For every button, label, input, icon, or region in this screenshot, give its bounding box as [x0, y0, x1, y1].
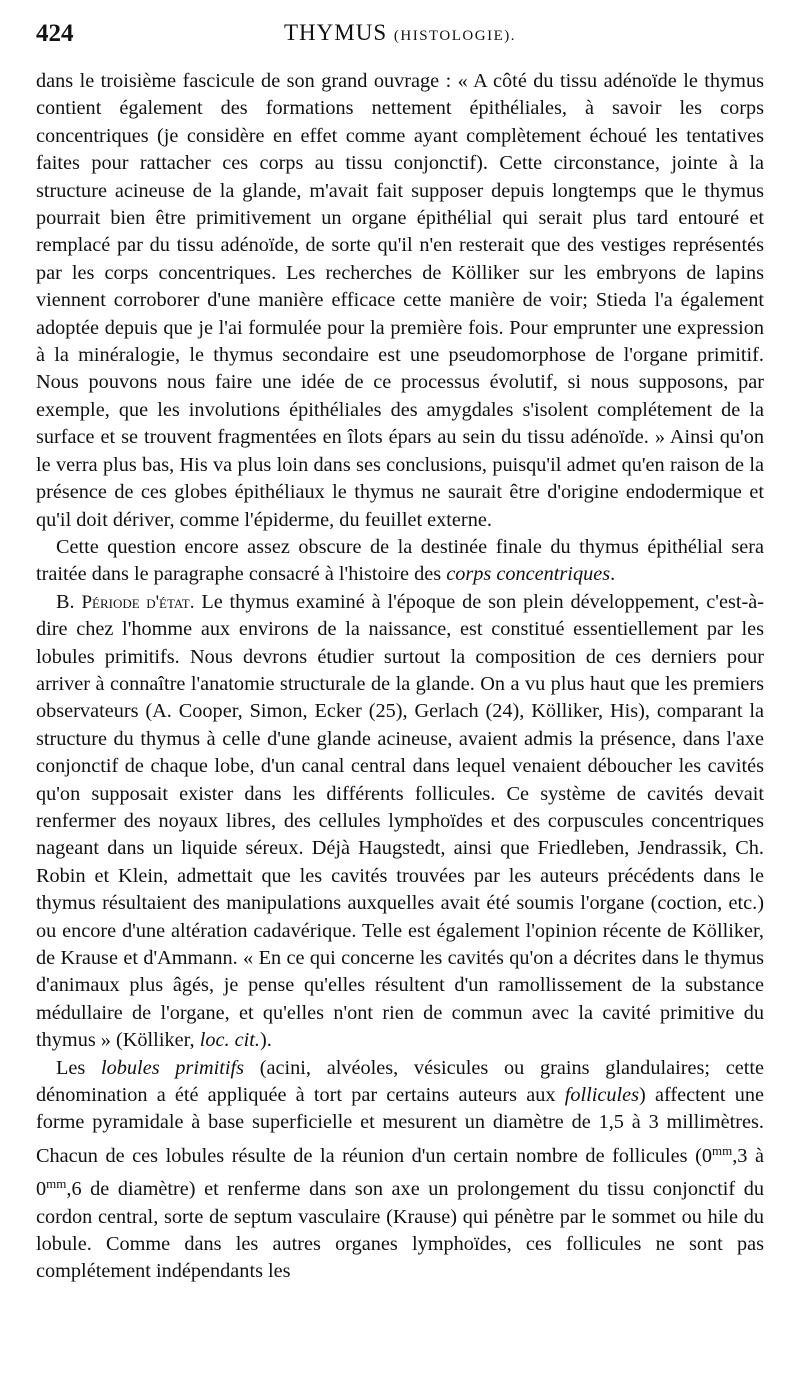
- paragraph-1: dans le troisième fascicule de son grand ouvrage : « A côté du tissu adénoïde le thymus contient également des formations nettement épithéliales, à savoir les corps concentriques (je considère en effet comme ayant complètement échoué les tentatives faites pour rattacher ces corps au tissu conjonctif). Cette circonstance, jointe à la structure acineuse de la glande, m'avait fait supposer depuis longtemps que le thymus pourrait bien être primitivement un organe épithélial qui serait plus tard entouré et remplacé par du tissu adénoïde, de sorte qu'il n'en resterait que des vestiges représentés par les corps concentriques. Les recherches de Kölliker sur les embryons de lapins viennent corroborer d'une manière efficace cette manière de voir; Stieda l'a également adoptée depuis que je l'ai formulée pour la première fois. Pour emprunter une expression à la minéralogie, le thymus secondaire est une pseudomorphose de l'organe primitif. Nous pouvons nous faire une idée de ce processus évolutif, si nous supposons, par exemple, que les involutions épithéliales des amygdales s'isolent complétement de la surface et se trouvent fragmentées en îlots épars au sein du tissu adénoïde. » Ainsi qu'on le verra plus bas, His va plus loin dans ses conclusions, puisqu'il admet qu'en raison de la présence de ces globes épithéliaux le thymus ne saurait être d'origine endodermique et qu'il doit dériver, comme l'épiderme, du feuillet externe.: [36, 70, 764, 531]
- term-follicules: follicules: [564, 1084, 640, 1107]
- paragraph-4-e: ,6 de diamètre) et renferme dans son axe un prolongement du tissu conjonctif du cordon central, sorte de septum vasculaire (Krause) qui pénètre par le sommet ou hile du lobule. Comme dans les autres organes lymphoïdes, ces follicules ne sont pas complétement indépendants les: [36, 1178, 764, 1283]
- paragraph-2: [36, 534, 764, 589]
- citation-loc-cit: loc. cit.: [199, 1029, 260, 1052]
- paragraph-4-b: (acini, alvéoles, vésicules ou grains glandulaires; cette dénomination a été appliquée à tort par certains auteurs aux: [36, 1056, 764, 1107]
- running-title: [36, 20, 764, 46]
- running-header: [36, 20, 764, 56]
- section-letter: B.: [56, 590, 75, 613]
- paragraph-4-a: Les: [56, 1056, 101, 1079]
- section-heading: Période d'état.: [81, 591, 195, 613]
- term-corps-concentriques: corps concentriques: [446, 563, 611, 586]
- paragraph-4-d: ,3 à 0: [36, 1144, 764, 1201]
- paragraph-3-end: ).: [259, 1029, 272, 1052]
- running-title-sub: (HISTOLOGIE).: [393, 28, 516, 44]
- paragraph-3-text: Le thymus examiné à l'époque de son plein développement, c'est-à-dire chez l'homme aux environs de la naissance, est constitué essentiellement par les lobules primitifs. Nous devrons étudier surtout la composition de ces derniers pour arriver à connaître l'anatomie structurale de la glande. On a vu plus haut que les premiers observateurs (A. Cooper, Simon, Ecker (25), Gerlach (24), Kölliker, His), comparant la structure du thymus à celle d'une glande acineuse, avaient admis la présence, dans l'axe conjonctif de chaque lobe, d'un canal central dans lequel venaient déboucher les cavités qu'on supposait exister dans les différents follicules. Ce système de cavités devait renfermer des noyaux libres, des cellules lymphoïdes et des corpuscules concentriques nageant dans un liquide séreux. Déjà Haugstedt, ainsi que Friedleben, Jendrassik, Ch. Robin et Klein, admettait que les cavités trouvées par les auteurs précédents dans le thymus résultaient des manipulations auxquelles avait été soumis l'organe (coction, etc.) ou encore d'une altération cadavérique. Telle est également l'opinion récente de Kölliker, de Krause et d'Ammann. « En ce qui concerne les cavités qu'on a décrites dans le thymus d'animaux plus âgés, je pense qu'elles résultent d'un ramollissement de la substance médullaire de l'organe, et qu'elles n'ont rien de commun avec la cavité primitive du thymus » (Kölliker,: [36, 590, 765, 1052]
- unit-mm-1: mm: [712, 1142, 733, 1158]
- page-number: 424: [36, 20, 74, 47]
- paragraph-3: [36, 589, 764, 1055]
- paragraph-2-text: Cette question encore assez obscure de la destinée finale du thymus épithélial sera traitée dans le paragraphe consacré à l'histoire des: [36, 535, 764, 586]
- paragraph-4: [36, 1055, 764, 1286]
- paragraph-4-c: ) affectent une forme pyramidale à base superficielle et mesurent un diamètre de 1,5 à 3 millimètres. Chacun de ces lobules résulte de la réunion d'un certain nombre de follicules (0: [36, 1084, 764, 1167]
- unit-mm-2: mm: [46, 1176, 67, 1192]
- paragraph-2-end: .: [610, 563, 616, 586]
- running-title-main: THYMUS: [284, 20, 388, 45]
- body-text: [36, 68, 764, 1286]
- term-lobules-primitifs: lobules primitifs: [101, 1056, 245, 1079]
